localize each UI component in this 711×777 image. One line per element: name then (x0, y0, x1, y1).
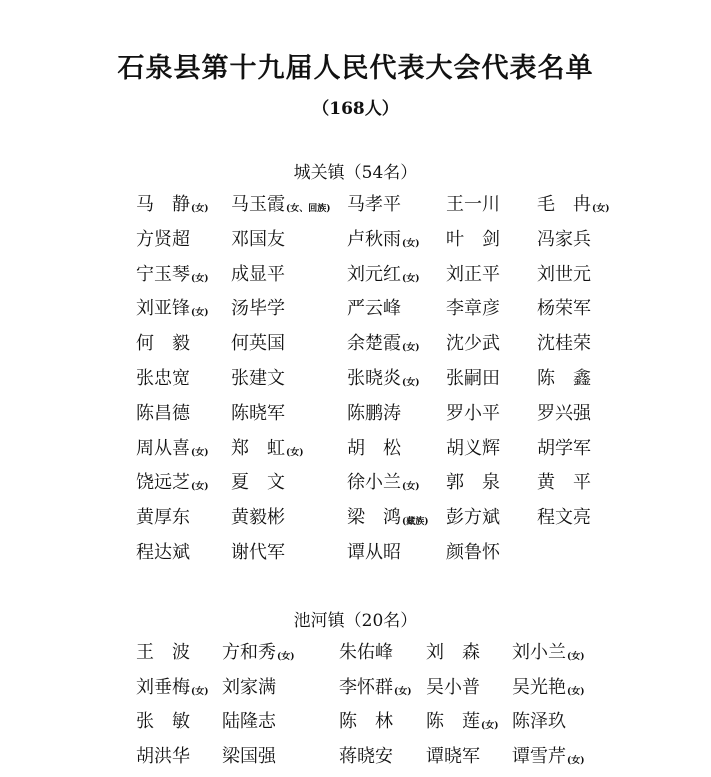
delegate-entry (537, 503, 592, 529)
delegate-name: 张晓炎 (347, 368, 401, 389)
delegate-name: 黄 平 (537, 472, 591, 494)
delegate-name: 刘小兰 (512, 642, 566, 663)
delegate-name: 梁国强 (222, 745, 276, 767)
delegate-name: 徐小兰 (347, 472, 401, 494)
delegate-entry (426, 742, 481, 768)
delegate-entry (446, 190, 501, 216)
delegate-entry (231, 294, 286, 320)
delegate-name: 张建文 (231, 368, 285, 389)
delegate-name: 黄厚东 (136, 507, 190, 529)
delegate-entry (136, 329, 191, 355)
delegate-note: (女) (402, 378, 420, 388)
delegate-entry (231, 364, 286, 390)
delegate-entry (339, 673, 412, 699)
delegate-note: (女) (567, 652, 585, 662)
delegate-name: 张嗣田 (446, 368, 500, 389)
delegate-note: (女) (481, 721, 499, 731)
delegate-name: 罗小平 (446, 402, 500, 424)
delegate-name: 郑 虹 (231, 437, 285, 459)
delegate-entry (537, 190, 610, 216)
name-row (0, 190, 711, 218)
delegate-name: 马玉霞 (231, 194, 285, 215)
delegate-note: (女) (394, 686, 412, 697)
delegate-name: 陈泽玖 (512, 711, 566, 732)
delegate-entry (537, 294, 592, 320)
delegate-name: 陈 鑫 (537, 368, 591, 389)
delegate-name: 黄毅彬 (231, 507, 285, 529)
name-row (0, 707, 711, 735)
delegate-name: 李怀群 (339, 676, 393, 698)
delegate-entry (136, 707, 191, 733)
delegate-name: 马 静 (136, 194, 190, 215)
delegate-name: 方和秀 (222, 642, 276, 663)
delegate-entry (446, 364, 501, 390)
delegate-entry (136, 364, 191, 390)
delegate-entry (347, 329, 420, 355)
delegate-name: 冯家兵 (537, 228, 591, 250)
name-row (0, 260, 711, 288)
delegate-entry (136, 638, 191, 664)
delegate-note: (女) (191, 204, 209, 214)
delegate-name: 刘正平 (446, 263, 500, 285)
delegate-entry (446, 399, 501, 425)
delegate-entry (537, 399, 592, 425)
delegate-entry (446, 225, 501, 251)
delegate-note: (女) (191, 273, 209, 284)
delegate-entry (136, 434, 209, 460)
name-row (0, 294, 711, 322)
delegate-note: (女) (286, 447, 304, 458)
name-row (0, 468, 711, 496)
delegate-name: 郭 泉 (446, 472, 500, 494)
delegate-name: 罗兴强 (537, 402, 591, 424)
delegate-entry (347, 434, 402, 460)
delegate-entry (446, 503, 501, 529)
delegate-name: 胡洪华 (136, 745, 190, 767)
delegate-name: 周从喜 (136, 437, 190, 459)
delegate-entry (347, 260, 420, 286)
delegate-entry (231, 225, 286, 251)
delegate-entry (231, 399, 286, 425)
delegate-name: 谭雪芹 (512, 745, 566, 767)
delegate-entry (339, 638, 394, 664)
delegate-note: (女) (402, 238, 420, 249)
delegate-entry (136, 673, 209, 699)
delegate-name: 陈鹏涛 (347, 402, 401, 424)
name-row (0, 503, 711, 531)
delegate-entry (339, 707, 394, 733)
delegate-name: 毛 冉 (537, 194, 591, 215)
delegate-name: 陈昌德 (136, 402, 190, 424)
delegate-entry (222, 638, 295, 664)
delegate-entry (347, 538, 402, 564)
delegate-name: 谢代军 (231, 542, 285, 563)
delegate-name: 何英国 (231, 333, 285, 355)
delegate-name: 张 敏 (136, 711, 190, 732)
delegate-name: 刘元红 (347, 263, 401, 285)
delegate-note: (女) (191, 686, 209, 697)
delegate-entry (231, 329, 286, 355)
delegate-entry (231, 190, 331, 216)
delegate-name: 陈 林 (339, 711, 393, 732)
delegate-entry (222, 707, 277, 733)
delegate-name: 邓国友 (231, 228, 285, 250)
delegate-note: (女) (191, 447, 209, 458)
name-row (0, 225, 711, 253)
delegate-name: 陈晓军 (231, 402, 285, 424)
document-title: 石泉县第十九届人民代表大会代表名单 (117, 53, 594, 84)
delegate-name: 饶远芝 (136, 472, 190, 494)
delegate-note: (女) (191, 308, 209, 319)
delegate-name: 刘家满 (222, 676, 276, 698)
delegate-entry (231, 468, 286, 494)
delegate-name: 夏 文 (231, 472, 285, 494)
delegate-entry (136, 225, 191, 251)
delegate-name: 吴小普 (426, 676, 480, 698)
delegate-note: (女) (592, 204, 610, 214)
delegate-entry (426, 638, 481, 664)
delegate-entry (136, 538, 191, 564)
delegate-note: (女) (191, 482, 209, 493)
delegate-entry (136, 190, 209, 216)
delegate-name: 沈少武 (446, 333, 500, 355)
delegate-name: 彭方斌 (446, 507, 500, 529)
delegate-entry (136, 742, 191, 768)
delegate-note: (女) (402, 343, 420, 354)
name-row (0, 742, 711, 770)
delegate-entry (222, 742, 277, 768)
delegate-name: 成显平 (231, 263, 285, 285)
delegate-note: (女、回族) (286, 204, 331, 214)
name-row (0, 364, 711, 392)
delegate-name: 王 波 (136, 642, 190, 663)
delegate-entry (347, 190, 402, 216)
delegate-name: 何 毅 (136, 333, 190, 355)
delegate-name: 胡学军 (537, 437, 591, 459)
delegate-name: 杨荣军 (537, 298, 591, 320)
delegate-entry (231, 538, 286, 564)
delegate-entry (426, 673, 481, 699)
delegate-entry (136, 399, 191, 425)
delegate-name: 刘 森 (426, 642, 480, 663)
delegate-entry (446, 329, 501, 355)
name-row (0, 329, 711, 357)
delegate-name: 叶 剑 (446, 228, 500, 250)
delegate-entry (136, 468, 209, 494)
delegate-entry (231, 434, 304, 460)
delegate-entry (512, 707, 567, 733)
delegate-entry (347, 503, 429, 529)
delegate-name: 王一川 (446, 194, 500, 215)
delegate-entry (347, 468, 420, 494)
delegate-name: 马孝平 (347, 194, 401, 215)
delegate-name: 宁玉琴 (136, 263, 190, 285)
section-title-chihe: 池河镇（20名） (293, 611, 418, 631)
delegate-entry (512, 742, 585, 768)
delegate-entry (537, 364, 592, 390)
delegate-note: (女) (567, 755, 585, 766)
delegate-name: 谭晓军 (426, 745, 480, 767)
delegate-entry (446, 434, 501, 460)
delegate-name: 刘垂梅 (136, 676, 190, 698)
section-title-chengguan: 城关镇（54名） (293, 163, 418, 183)
name-row (0, 399, 711, 427)
delegate-entry (537, 434, 592, 460)
delegate-name: 方贤超 (136, 228, 190, 250)
delegate-note: (女) (402, 273, 420, 284)
delegate-name: 余楚霞 (347, 333, 401, 355)
delegate-name: 李章彦 (446, 298, 500, 320)
document-subtitle: （168人） (312, 99, 399, 119)
delegate-entry (512, 673, 585, 699)
delegate-entry (446, 468, 501, 494)
delegate-name: 吴光艳 (512, 676, 566, 698)
delegate-name: 沈桂荣 (537, 333, 591, 355)
delegate-entry (537, 260, 592, 286)
name-row (0, 434, 711, 462)
delegate-entry (231, 503, 286, 529)
delegate-name: 陆隆志 (222, 711, 276, 732)
delegate-name: 胡义辉 (446, 437, 500, 459)
delegate-entry (347, 364, 420, 390)
delegate-name: 刘亚锋 (136, 298, 190, 320)
delegate-entry (446, 294, 501, 320)
delegate-name: 汤毕学 (231, 298, 285, 320)
delegate-entry (231, 260, 286, 286)
name-row (0, 638, 711, 666)
delegate-name: 卢秋雨 (347, 228, 401, 250)
delegate-entry (347, 225, 420, 251)
delegate-entry (136, 294, 209, 320)
delegate-entry (512, 638, 585, 664)
delegate-entry (537, 468, 592, 494)
delegate-name: 朱佑峰 (339, 642, 393, 663)
delegate-note: (女) (567, 686, 585, 697)
delegate-name: 梁 鸿 (347, 507, 401, 529)
delegate-entry (446, 538, 501, 564)
delegate-entry (347, 399, 402, 425)
delegate-entry (426, 707, 499, 733)
delegate-entry (537, 225, 592, 251)
delegate-name: 蒋晓安 (339, 745, 393, 767)
delegate-entry (222, 673, 277, 699)
delegate-name: 颜鲁怀 (446, 542, 500, 563)
delegate-entry (136, 260, 209, 286)
delegate-entry (446, 260, 501, 286)
delegate-entry (347, 294, 402, 320)
delegate-note: (女) (402, 482, 420, 493)
delegate-name: 谭从昭 (347, 542, 401, 563)
delegate-note: (女) (277, 652, 295, 662)
delegate-name: 严云峰 (347, 298, 401, 320)
name-row (0, 538, 711, 566)
delegate-entry (136, 503, 191, 529)
delegate-name: 胡 松 (347, 437, 401, 459)
delegate-note: (藏族) (402, 517, 429, 528)
delegate-entry (339, 742, 394, 768)
delegate-name: 程达斌 (136, 542, 190, 563)
delegate-name: 刘世元 (537, 263, 591, 285)
delegate-name: 陈 莲 (426, 711, 480, 732)
delegate-entry (537, 329, 592, 355)
delegate-name: 程文亮 (537, 507, 591, 529)
delegate-name: 张忠宽 (136, 368, 190, 389)
name-row (0, 673, 711, 701)
